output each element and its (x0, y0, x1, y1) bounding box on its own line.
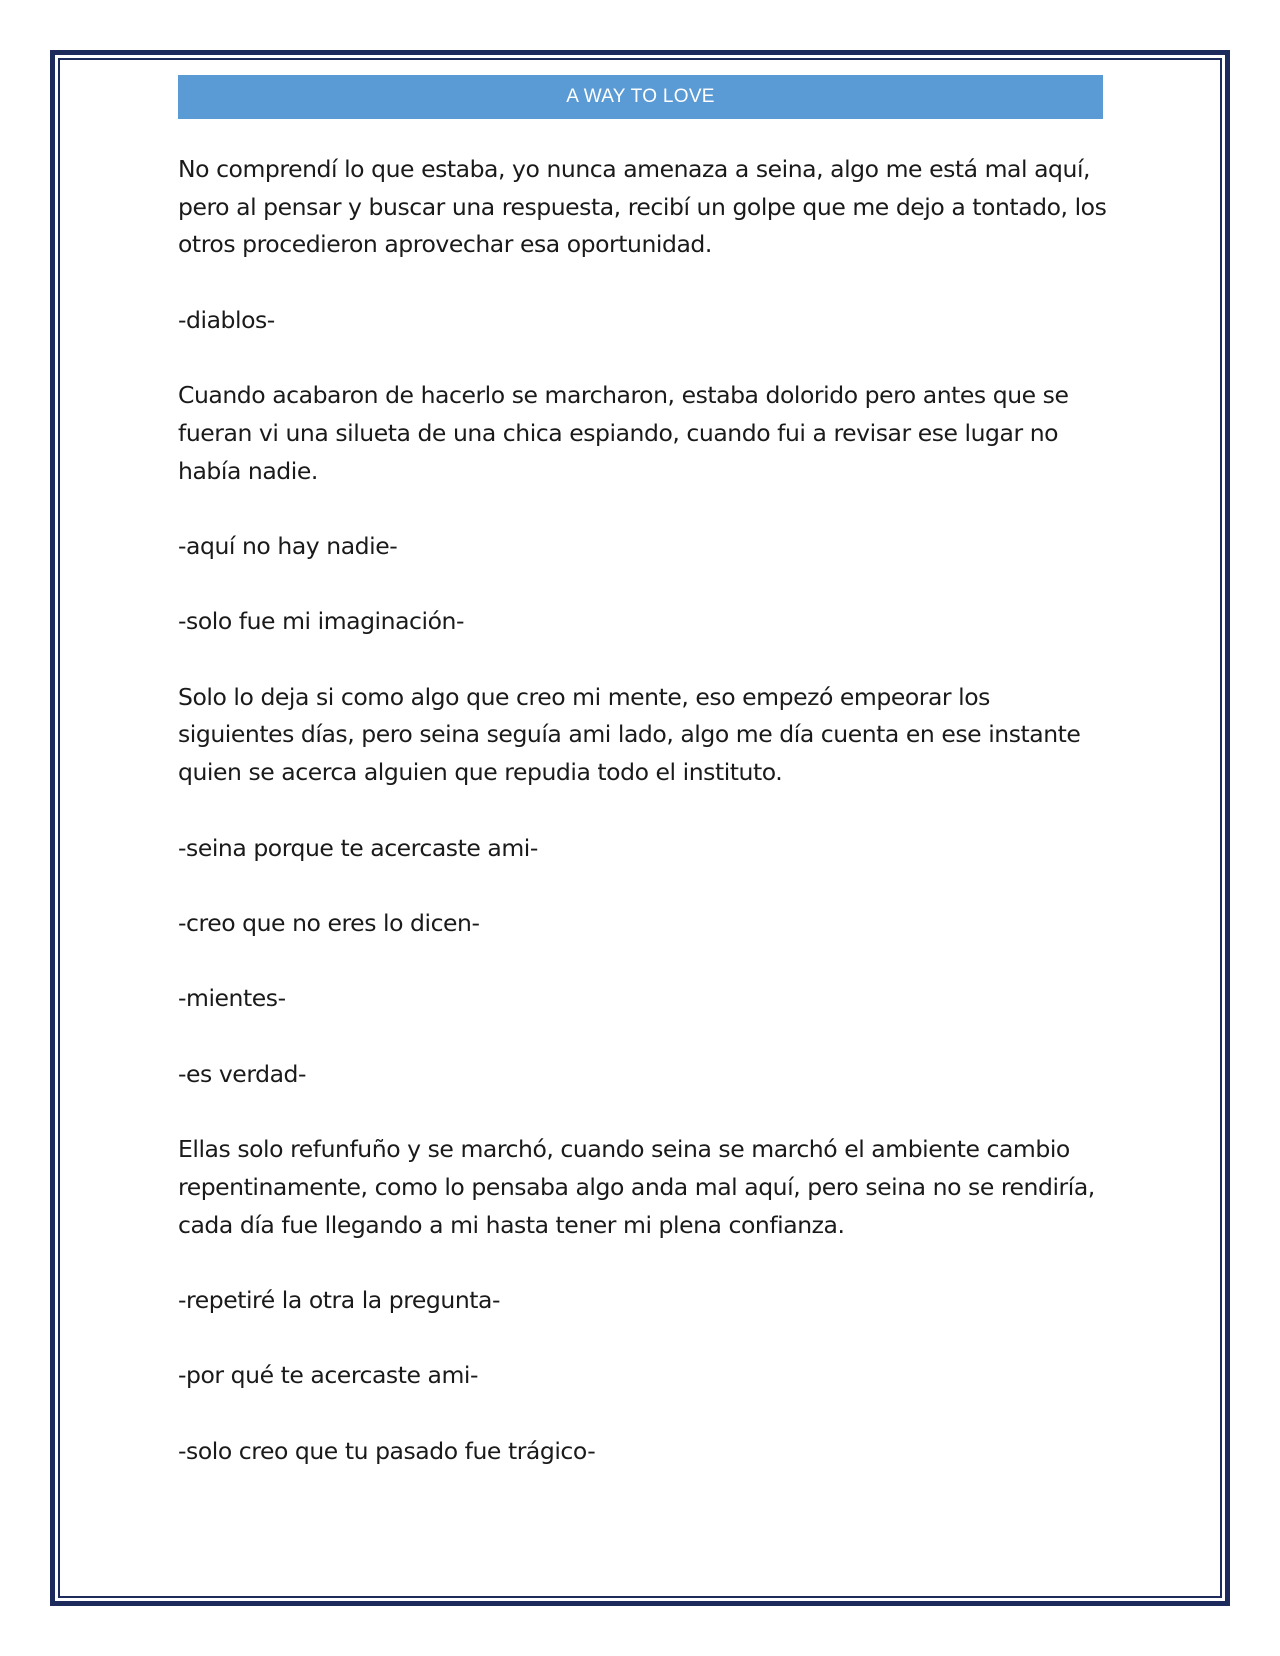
dialogue-line: -solo creo que tu pasado fue trágico- (178, 1436, 596, 1465)
paragraph: Solo lo deja si como algo que creo mi mente, eso empezó empeorar los siguientes días, pero seina seguía ami lado, algo me día cuenta en ese instante quien se acerca alguien que repudia todo el instituto. (178, 682, 1081, 787)
dialogue-line: -es verdad- (178, 1059, 307, 1088)
dialogue-line: -solo fue mi imaginación- (178, 607, 464, 636)
dialogue-line: -creo que no eres lo dicen- (178, 908, 480, 937)
body-text (178, 151, 1108, 1508)
dialogue-line: -por qué te acercaste ami- (178, 1361, 479, 1390)
dialogue-line: -repetiré la otra la pregunta- (178, 1285, 501, 1314)
dialogue-line: -seina porque te acercaste ami- (178, 833, 538, 862)
paragraph: Cuando acabaron de hacerlo se marcharon, estaba dolorido pero antes que se fueran vi una silueta de una chica espiando, cuando fui a revisar ese lugar no había nadie. (178, 381, 1069, 485)
header-title: A WAY TO LOVE (178, 75, 1103, 119)
paragraph: No comprendí lo que estaba, yo nunca amenaza a seina, algo me está mal aquí, pero al pensar y buscar una respuesta, recibí un golpe que me dejo a tontado, los otros procedieron aprovechar esa oportunidad. (178, 155, 1107, 259)
dialogue-line: -aquí no hay nadie- (178, 531, 398, 560)
dialogue-line: -mientes- (178, 984, 286, 1013)
dialogue-line: -diablos- (178, 305, 275, 334)
paragraph: Ellas solo refunfuño y se marchó, cuando seina se marchó el ambiente cambio repentinamente, como lo pensaba algo anda mal aquí, pero seina no se rendiría, cada día fue llegando a mi hasta tener mi plena confianza. (178, 1135, 1095, 1239)
